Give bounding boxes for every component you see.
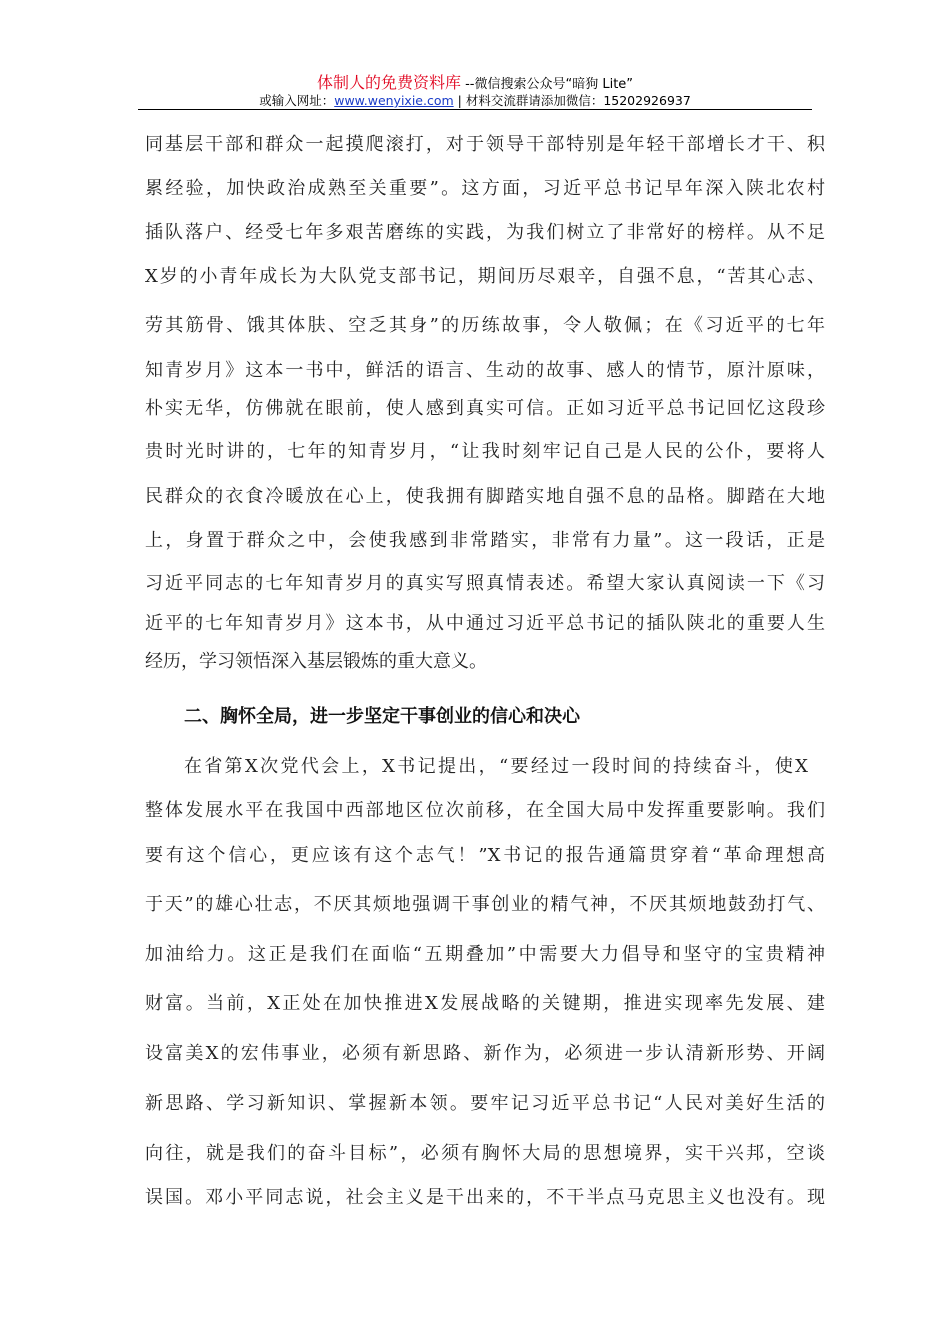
header-divider bbox=[138, 109, 812, 110]
text-line: 于天”的雄心壮志，不厌其烦地强调干事创业的精气神，不厌其烦地鼓劲打气、 bbox=[145, 894, 825, 915]
text-line: X岁的小青年成长为大队党支部书记，期间历尽艰辛，自强不息，“苦其心志、 bbox=[145, 266, 825, 287]
text-line: 向往，就是我们的奋斗目标”，必须有胸怀大局的思想境界，实干兴邦，空谈 bbox=[145, 1143, 825, 1164]
text-line: 在省第X次党代会上，X书记提出，“要经过一段时间的持续奋斗，使X bbox=[184, 756, 808, 777]
text-line: 设富美X的宏伟事业，必须有新思路、新作为，必须进一步认清新形势、开阔 bbox=[145, 1043, 825, 1064]
text-line: 要有这个信心，更应该有这个志气！”X书记的报告通篇贯穿着“革命理想高 bbox=[145, 845, 825, 866]
url-label: 或输入网址： bbox=[259, 93, 335, 108]
text-line: 误国。邓小平同志说，社会主义是干出来的，不干半点马克思主义也没有。现 bbox=[145, 1187, 825, 1208]
text-line: 贵时光时讲的，七年的知青岁月，“让我时刻牢记自己是人民的公仆，要将人 bbox=[145, 441, 825, 462]
text-line: 劳其筋骨、饿其体肤、空乏其身”的历练故事，令人敬佩；在《习近平的七年 bbox=[145, 315, 825, 336]
text-line: 整体发展水平在我国中西部地区位次前移，在全国大局中发挥重要影响。我们 bbox=[145, 800, 825, 821]
text-line: 财富。当前，X正处在加快推进X发展战略的关键期，推进实现率先发展、建 bbox=[145, 993, 825, 1014]
text-line: 新思路、学习新知识、掌握新本领。要牢记习近平总书记“人民对美好生活的 bbox=[145, 1093, 825, 1114]
text-line: 知青岁月》这本一书中，鲜活的语言、生动的故事、感人的情节，原汁原味， bbox=[145, 360, 825, 381]
text-line: 同基层干部和群众一起摸爬滚打，对于领导干部特别是年轻干部增长才干、积 bbox=[145, 134, 825, 155]
contact-info: | 材料交流群请添加微信：15202926937 bbox=[453, 93, 691, 108]
text-line: 上，身置于群众之中，会使我感到非常踏实，非常有力量”。这一段话，正是 bbox=[145, 530, 825, 551]
text-line: 习近平同志的七年知青岁月的真实写照真情表述。希望大家认真阅读一下《习 bbox=[145, 573, 825, 594]
slogan: --微信搜索公众号“暗狗 Lite” bbox=[460, 77, 634, 92]
text-line: 朴实无华，仿佛就在眼前，使人感到真实可信。正如习近平总书记回忆这段珍 bbox=[145, 398, 825, 419]
header-line-2 bbox=[0, 91, 950, 109]
header-line-1 bbox=[0, 70, 950, 93]
website-link[interactable]: www.wenyixie.com bbox=[334, 93, 454, 108]
text-line: 累经验，加快政治成熟至关重要”。这方面，习近平总书记早年深入陕北农村 bbox=[145, 178, 825, 199]
brand-title: 体制人的免费资料库 bbox=[316, 73, 461, 92]
text-line: 经历，学习领悟深入基层锻炼的重大意义。 bbox=[145, 651, 487, 672]
text-line: 加油给力。这正是我们在面临“五期叠加”中需要大力倡导和坚守的宝贵精神 bbox=[145, 944, 825, 965]
text-line: 近平的七年知青岁月》这本书，从中通过习近平总书记的插队陕北的重要人生 bbox=[145, 613, 825, 634]
section-heading: 二、胸怀全局，进一步坚定干事创业的信心和决心 bbox=[184, 706, 580, 727]
text-line: 插队落户、经受七年多艰苦磨练的实践，为我们树立了非常好的榜样。从不足 bbox=[145, 222, 825, 243]
text-line: 民群众的衣食冷暖放在心上，使我拥有脚踏实地自强不息的品格。脚踏在大地 bbox=[145, 486, 825, 507]
